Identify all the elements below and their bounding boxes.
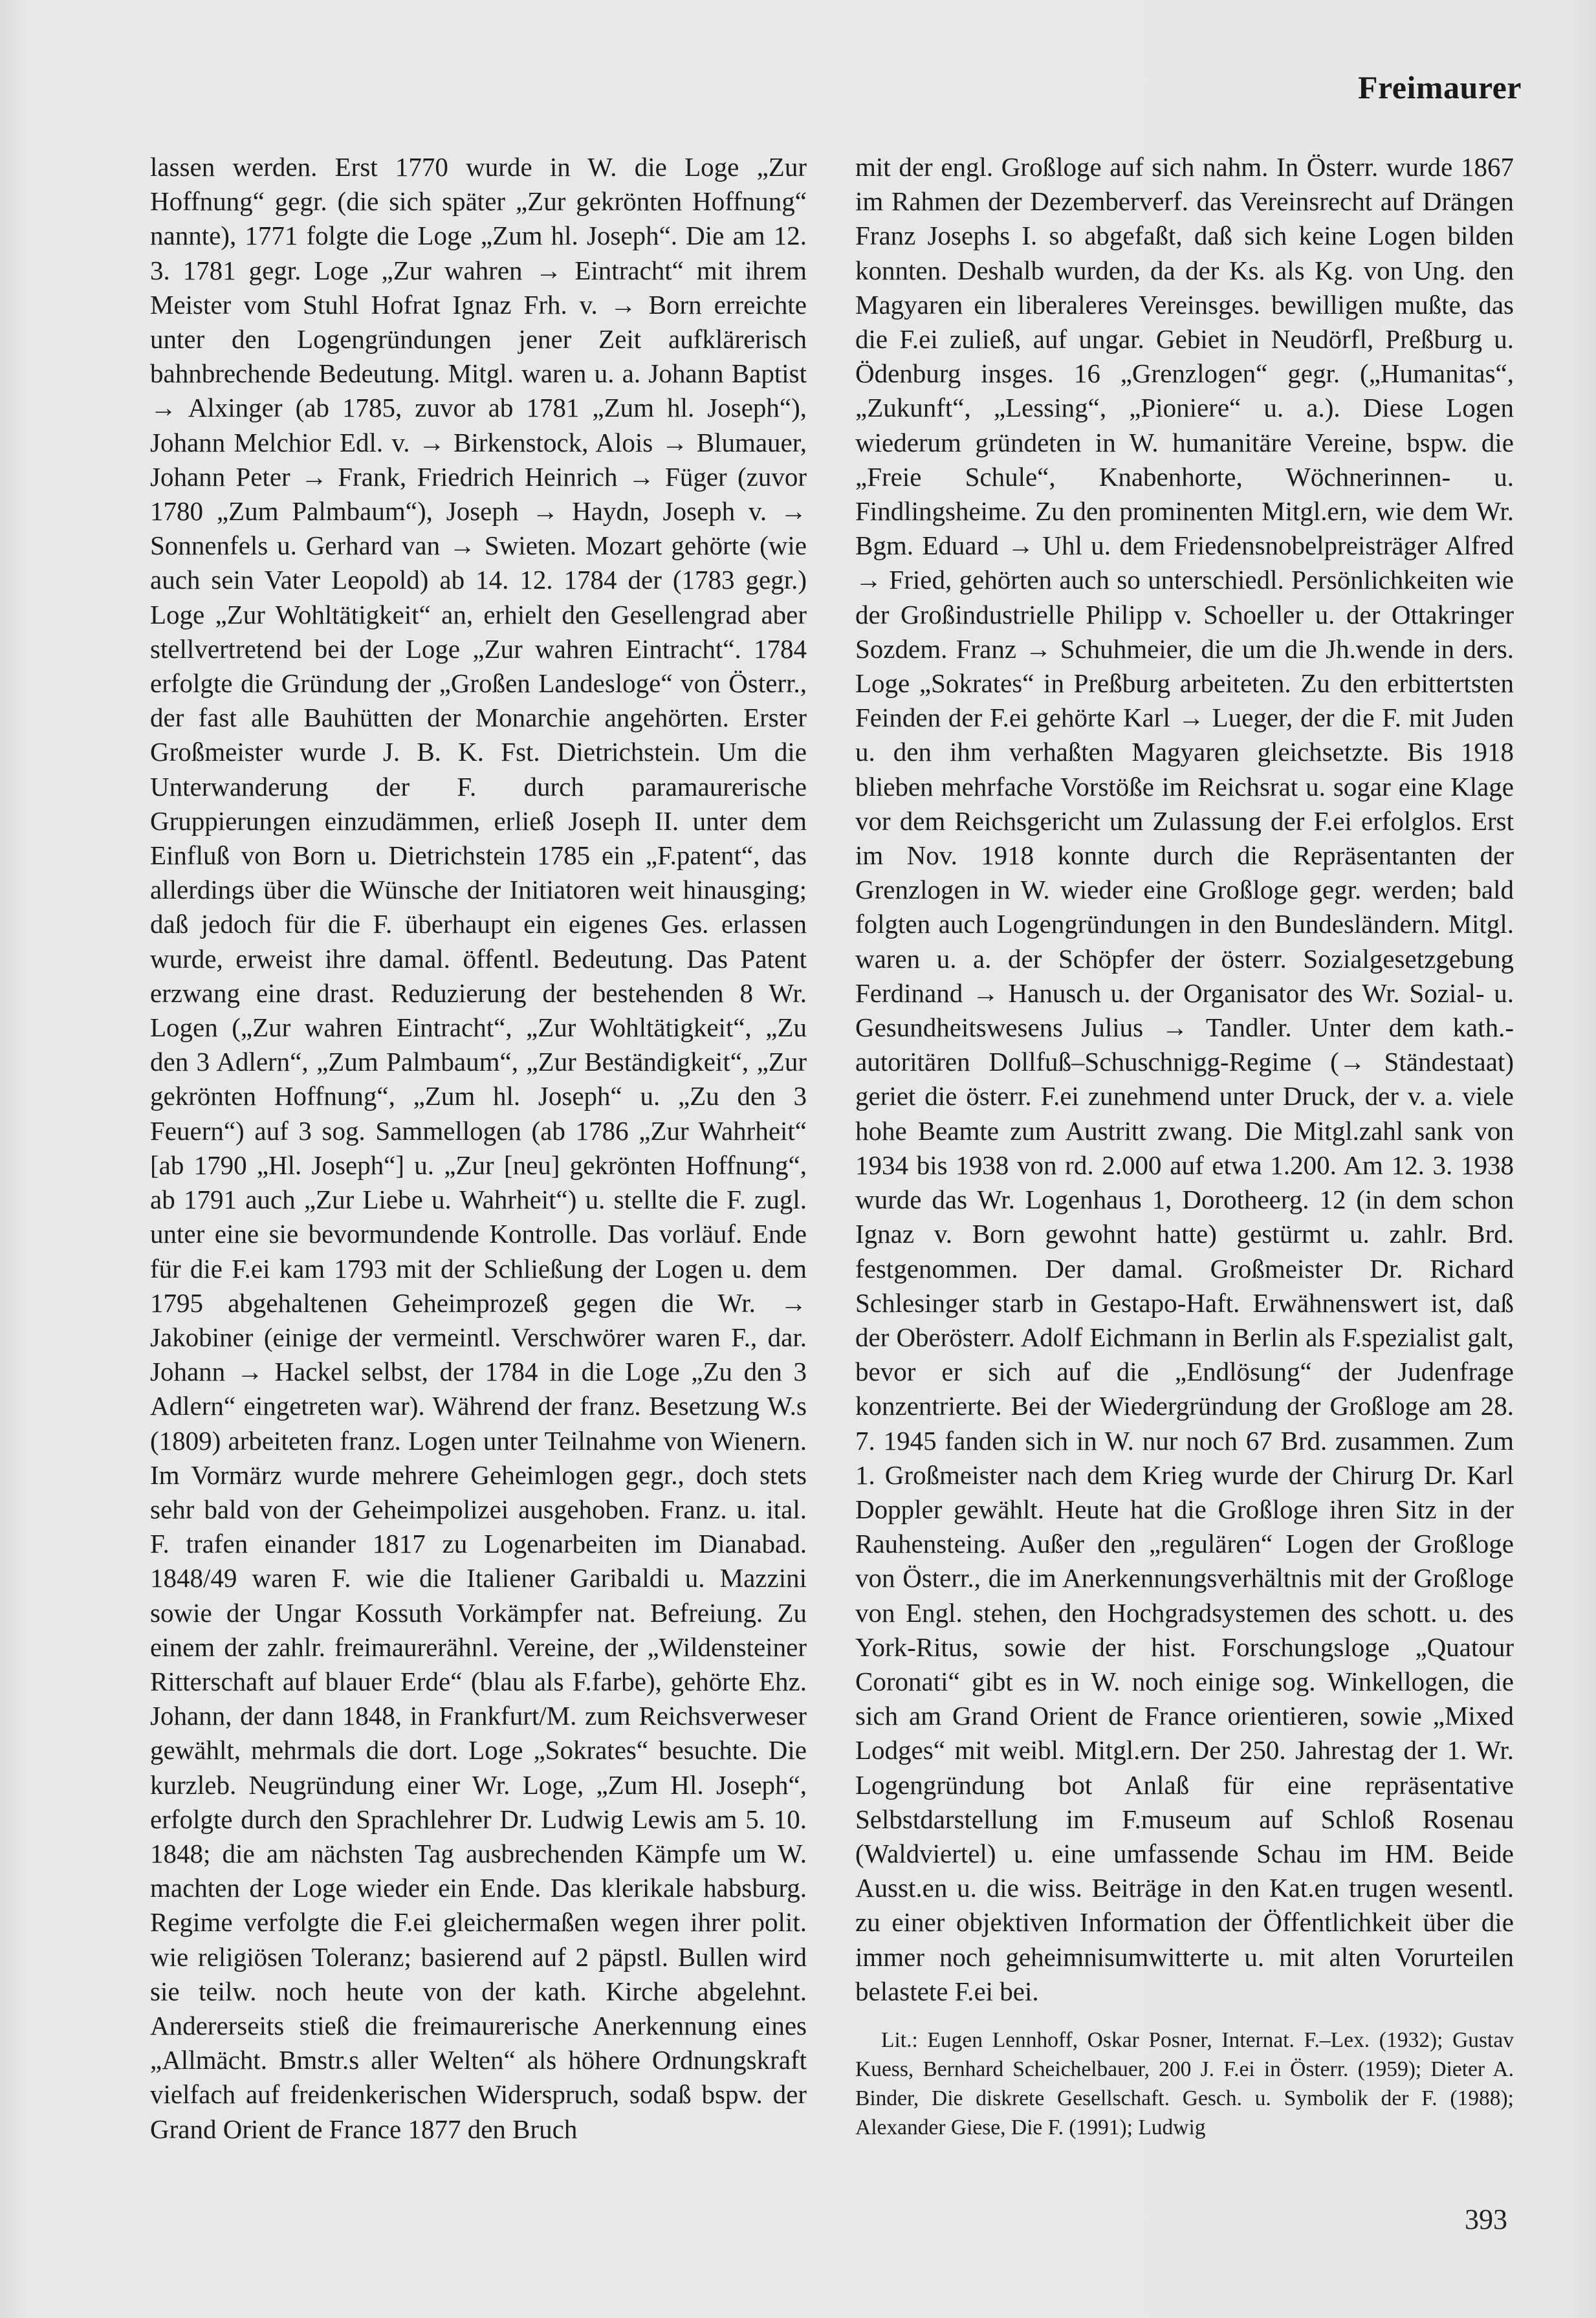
text-column-right <box>855 150 1514 2142</box>
running-header-title: Freimaurer <box>1357 69 1522 105</box>
body-paragraph-right: mit der engl. Großloge auf sich nahm. In Österr. wurde 1867 im Rahmen der Dezemberverf. das Vereinsrecht auf Drängen Franz Josephs I. so abgefaßt, daß sich keine Logen bilden konnten. Deshalb wurden, da der Ks. als Kg. von Ung. den Magyaren ein liberaleres Vereinsges. bewilligen mußte, das die F.ei zuließ, auf ungar. Gebiet in Neudörfl, Preßburg u. Ödenburg insges. 16 „Grenzlogen“ gegr. („Humanitas“, „Zukunft“, „Lessing“, „Pioniere“ u. a.). Diese Logen wiederum gründeten in W. humanitäre Vereine, bspw. die „Freie Schule“, Knabenhorte, Wöchnerinnen- u. Findlingsheime. Zu den prominenten Mitgl.ern, wie dem Wr. Bgm. Eduard → Uhl u. dem Friedensnobelpreisträger Alfred → Fried, gehörten auch so unterschiedl. Persönlichkeiten wie der Großindustrielle Philipp v. Schoeller u. der Ottakringer Sozdem. Franz → Schuhmeier, die um die Jh.wende in ders. Loge „Sokrates“ in Preßburg arbeiteten. Zu den erbittertsten Feinden der F.ei gehörte Karl → Lueger, der die F. mit Juden u. den ihm verhaßten Magyaren gleichsetzte. Bis 1918 blieben mehrfache Vorstöße im Reichsrat u. sogar eine Klage vor dem Reichsgericht um Zulassung der F.ei erfolglos. Erst im Nov. 1918 konnte durch die Repräsentanten der Grenzlogen in W. wieder eine Großloge gegr. werden; bald folgten auch Logengründungen in den Bundesländern. Mitgl. waren u. a. der Schöpfer der österr. Sozialgesetzgebung Ferdinand → Hanusch u. der Organisator des Wr. Sozial- u. Gesundheitswesens Julius → Tandler. Unter dem kath.-autoritären Dollfuß–Schuschnigg-Regime (→ Ständestaat) geriet die österr. F.ei zunehmend unter Druck, der v. a. viele hohe Beamte zum Austritt zwang. Die Mitgl.zahl sank von 1934 bis 1938 von rd. 2.000 auf etwa 1.200. Am 12. 3. 1938 wurde das Wr. Logenhaus 1, Dorotheerg. 12 (in dem schon Ignaz v. Born gewohnt hatte) gestürmt u. zahlr. Brd. festgenommen. Der damal. Großmeister Dr. Richard Schlesinger starb in Gestapo-Haft. Erwähnenswert ist, daß der Oberösterr. Adolf Eichmann in Berlin als F.spezialist galt, bevor er sich auf die „Endlösung“ der Judenfrage konzentrierte. Bei der Wiedergründung der Großloge am 28. 7. 1945 fanden sich in W. nur noch 67 Brd. zusammen. Zum 1. Großmeister nach dem Krieg wurde der Chirurg Dr. Karl Doppler gewählt. Heute hat die Großloge ihren Sitz in der Rauhensteing. Außer den „regulären“ Logen der Großloge von Österr., die im Anerkennungsverhältnis mit der Großloge von Engl. stehen, den Hochgradsystemen des schott. u. des York-Ritus, sowie der hist. Forschungsloge „Quatour Coronati“ gibt es in W. noch einige sog. Winkellogen, die sich am Grand Orient de France orientieren, sowie „Mixed Lodges“ mit weibl. Mitgl.ern. Der 250. Jahrestag der 1. Wr. Logengründung bot Anlaß für eine repräsentative Selbstdarstellung im F.museum auf Schloß Rosenau (Waldviertel) u. eine umfassende Schau im HM. Beide Ausst.en u. die wiss. Beiträge in den Kat.en trugen wesentl. zu einer objektiven Information der Öffentlichkeit über die immer noch geheimnisumwitterte u. mit alten Vorurteilen belastete F.ei bei. <box>855 152 1514 2006</box>
literature-references: Lit.: Eugen Lennhoff, Oskar Posner, Internat. F.–Lex. (1932); Gustav Kuess, Bernhard Scheichelbauer, 200 J. F.ei in Österr. (1959); Dieter A. Binder, Die diskrete Gesellschaft. Gesch. u. Symbolik der F. (1988); Alexander Giese, Die F. (1991); Ludwig <box>855 2028 1514 2139</box>
body-paragraph-left: lassen werden. Erst 1770 wurde in W. die Loge „Zur Hoffnung“ gegr. (die sich später „Zur gekrönten Hoffnung“ nannte), 1771 folgte die Loge „Zum hl. Joseph“. Die am 12. 3. 1781 gegr. Loge „Zur wahren → Eintracht“ mit ihrem Meister vom Stuhl Hofrat Ignaz Frh. v. → Born erreichte unter den Logengründungen jener Zeit aufklärerisch bahnbrechende Bedeutung. Mitgl. waren u. a. Johann Baptist → Alxinger (ab 1785, zuvor ab 1781 „Zum hl. Joseph“), Johann Melchior Edl. v. → Birkenstock, Alois → Blumauer, Johann Peter → Frank, Friedrich Heinrich → Füger (zuvor 1780 „Zum Palmbaum“), Joseph → Haydn, Joseph v. → Sonnenfels u. Gerhard van → Swieten. Mozart gehörte (wie auch sein Vater Leopold) ab 14. 12. 1784 der (1783 gegr.) Loge „Zur Wohltätigkeit“ an, erhielt den Gesellengrad aber stellvertretend bei der Loge „Zur wahren Eintracht“. 1784 erfolgte die Gründung der „Großen Landesloge“ von Österr., der fast alle Bauhütten der Monarchie angehörten. Erster Großmeister wurde J. B. K. Fst. Dietrichstein. Um die Unterwanderung der F. durch paramaurerische Gruppierungen einzudämmen, erließ Joseph II. unter dem Einfluß von Born u. Dietrichstein 1785 ein „F.patent“, das allerdings über die Wünsche der Initiatoren weit hinausging; daß jedoch für die F. überhaupt ein eigenes Ges. erlassen wurde, erweist ihre damal. öffentl. Bedeutung. Das Patent erzwang eine drast. Reduzierung der bestehenden 8 Wr. Logen („Zur wahren Eintracht“, „Zur Wohltätigkeit“, „Zu den 3 Adlern“, „Zum Palmbaum“, „Zur Beständigkeit“, „Zur gekrönten Hoffnung“, „Zum hl. Joseph“ u. „Zu den 3 Feuern“) auf 3 sog. Sammellogen (ab 1786 „Zur Wahrheit“ [ab 1790 „Hl. Joseph“] u. „Zur [neu] gekrönten Hoffnung“, ab 1791 auch „Zur Liebe u. Wahrheit“) u. stellte die F. zugl. unter eine sie bevormundende Kontrolle. Das vorläuf. Ende für die F.ei kam 1793 mit der Schließung der Logen u. dem 1795 abgehaltenen Geheimprozeß gegen die Wr. → Jakobiner (einige der vermeintl. Verschwörer waren F., dar. Johann → Hackel selbst, der 1784 in die Loge „Zu den 3 Adlern“ eingetreten war). Während der franz. Besetzung W.s (1809) arbeiteten franz. Logen unter Teilnahme von Wienern. Im Vormärz wurde mehrere Geheimlogen gegr., doch stets sehr bald von der Geheimpolizei ausgehoben. Franz. u. ital. F. trafen einander 1817 zu Logenarbeiten im Dianabad. 1848/49 waren F. wie die Italiener Garibaldi u. Mazzini sowie der Ungar Kossuth Vorkämpfer nat. Befreiung. Zu einem der zahlr. freimaurerähnl. Vereine, der „Wildensteiner Ritterschaft auf blauer Erde“ (blau als F.farbe), gehörte Ehz. Johann, der dann 1848, in Frankfurt/M. zum Reichsverweser gewählt, mehrmals die dort. Loge „Sokrates“ besuchte. Die kurzleb. Neugründung einer Wr. Loge, „Zum Hl. Joseph“, erfolgte durch den Sprachlehrer Dr. Ludwig Lewis am 5. 10. 1848; die am nächsten Tag ausbrechenden Kämpfe um W. machten der Loge wieder ein Ende. Das klerikale habsburg. Regime verfolgte die F.ei gleichermaßen wegen ihrer polit. wie religiösen Toleranz; basierend auf 2 päpstl. Bullen wird sie teilw. noch heute von der kath. Kirche abgelehnt. Andererseits stieß die freimaurerische Anerkennung eines „Allmächt. Bmstr.s aller Welten“ als höhere Ordnungskraft vielfach auf freidenkerischen Widerspruch, sodaß bspw. der Grand Orient de France 1877 den Bruch <box>150 152 807 2144</box>
text-column-left <box>150 150 807 2147</box>
page-number: 393 <box>1465 2203 1507 2235</box>
